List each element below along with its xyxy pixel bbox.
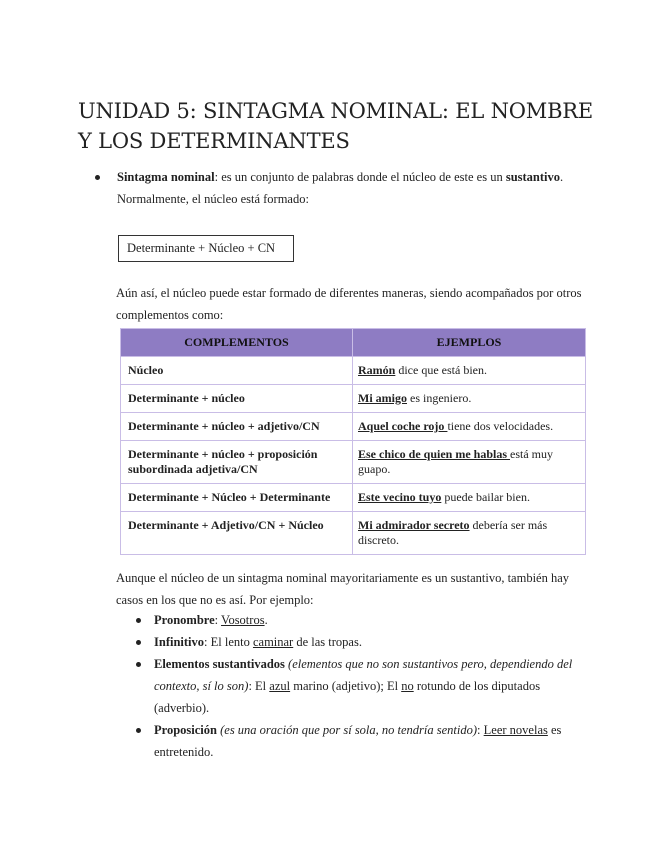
example-caminar: caminar [252,635,294,649]
definition-text [78,166,588,210]
example-rest: está muy guapo. [358,447,554,476]
example-highlight: Este vecino tuyo [358,490,442,504]
example-highlight: Ese chico de quien me hablas [358,447,511,461]
complement-cell: Determinante + Adjetivo/CN + Núcleo [121,512,353,555]
example-cell [353,441,586,484]
header-complementos: COMPLEMENTOS [121,329,353,357]
complement-cell: Determinante + Núcleo + Determinante [121,484,353,512]
table-row [121,512,586,555]
example-cell [353,385,586,413]
list-item-proposicion [130,719,590,763]
complement-cell: Núcleo [121,357,353,385]
formula-box: Determinante + Núcleo + CN [118,235,294,262]
example-highlight: Mi admirador secreto [358,518,470,532]
text-pre: : [477,723,484,737]
complements-table [120,328,586,555]
term-infinitivo: Infinitivo [154,635,205,649]
term-proposicion: Proposición [154,723,217,737]
term-sintagma-nominal: Sintagma nominal [117,170,215,184]
example-rest: debería ser más discreto. [358,518,548,547]
term-elementos-sustantivados: Elementos sustantivados [154,657,285,671]
example-highlight: Aquel coche rojo [358,419,448,433]
note-italic: (elementos que no son sustantivos pero, dependiendo del contexto, sí lo son) [154,657,573,693]
table-row [121,484,586,512]
term-pronombre: Pronombre [154,613,215,627]
page-title: UNIDAD 5: SINTAGMA NOMINAL: EL NOMBRE Y LOS DETERMINANTES [78,99,594,153]
complement-cell: Determinante + núcleo [121,385,353,413]
text-pre: : El lento [204,635,253,649]
header-ejemplos: EJEMPLOS [353,329,586,357]
bullet-dot [136,640,141,645]
list-item-elementos [130,653,590,719]
aunque-paragraph: Aunque el núcleo de un sintagma nominal mayoritariamente es un sustantivo, también hay casos en los que no es así. Por ejemplo: [116,571,570,607]
list-item-pronombre [130,609,590,631]
text-post: rotundo de los diputados (adverbio). [154,679,541,715]
bullet-dot [136,662,141,667]
text-post: es entretenido. [154,723,562,759]
aun-asi-paragraph: Aún así, el núcleo puede estar formado de diferentes maneras, siendo acompañados por otros complementos como: [116,286,582,322]
bullet-dot [95,175,100,180]
table-row [121,385,586,413]
separator: : [214,613,222,627]
example-rest: es ingeniero. [407,391,472,405]
table-row [121,357,586,385]
example-cell [353,413,586,441]
example-rest: puede bailar bien. [441,490,530,504]
table-row [121,441,586,484]
terminator: . [264,613,268,627]
example-cell [353,484,586,512]
example-cell [353,357,586,385]
list-item-infinitivo [130,631,590,653]
examples-list [130,609,590,763]
example-vosotros: Vosotros [221,613,265,627]
definition-bullet [78,166,588,210]
table-header-row [121,329,586,357]
example-rest: tiene dos velocidades. [447,419,554,433]
text-pre: : El [248,679,270,693]
complement-cell: Determinante + núcleo + proposición subordinada adjetiva/CN [121,441,353,484]
definition-text-a: : es un conjunto de palabras donde el núcleo de este es un [214,170,506,184]
example-highlight: Mi amigo [358,391,407,405]
text-post: de las tropas. [293,635,362,649]
example-rest: dice que está bien. [395,363,487,377]
example-leer-novelas: Leer novelas [483,723,548,737]
text-mid: marino (adjetivo); El [290,679,402,693]
term-sustantivo: sustantivo [505,170,561,184]
example-azul: azul [269,679,291,693]
example-cell [353,512,586,555]
bullet-dot [136,618,141,623]
note-italic: (es una oración que por sí sola, no tendría sentido) [216,723,478,737]
bullet-dot [136,728,141,733]
example-highlight: Ramón [358,363,396,377]
complement-cell: Determinante + núcleo + adjetivo/CN [121,413,353,441]
example-no: no [401,679,414,693]
definition-text-b: . Normalmente, el núcleo está formado: [117,170,564,206]
table-row [121,413,586,441]
